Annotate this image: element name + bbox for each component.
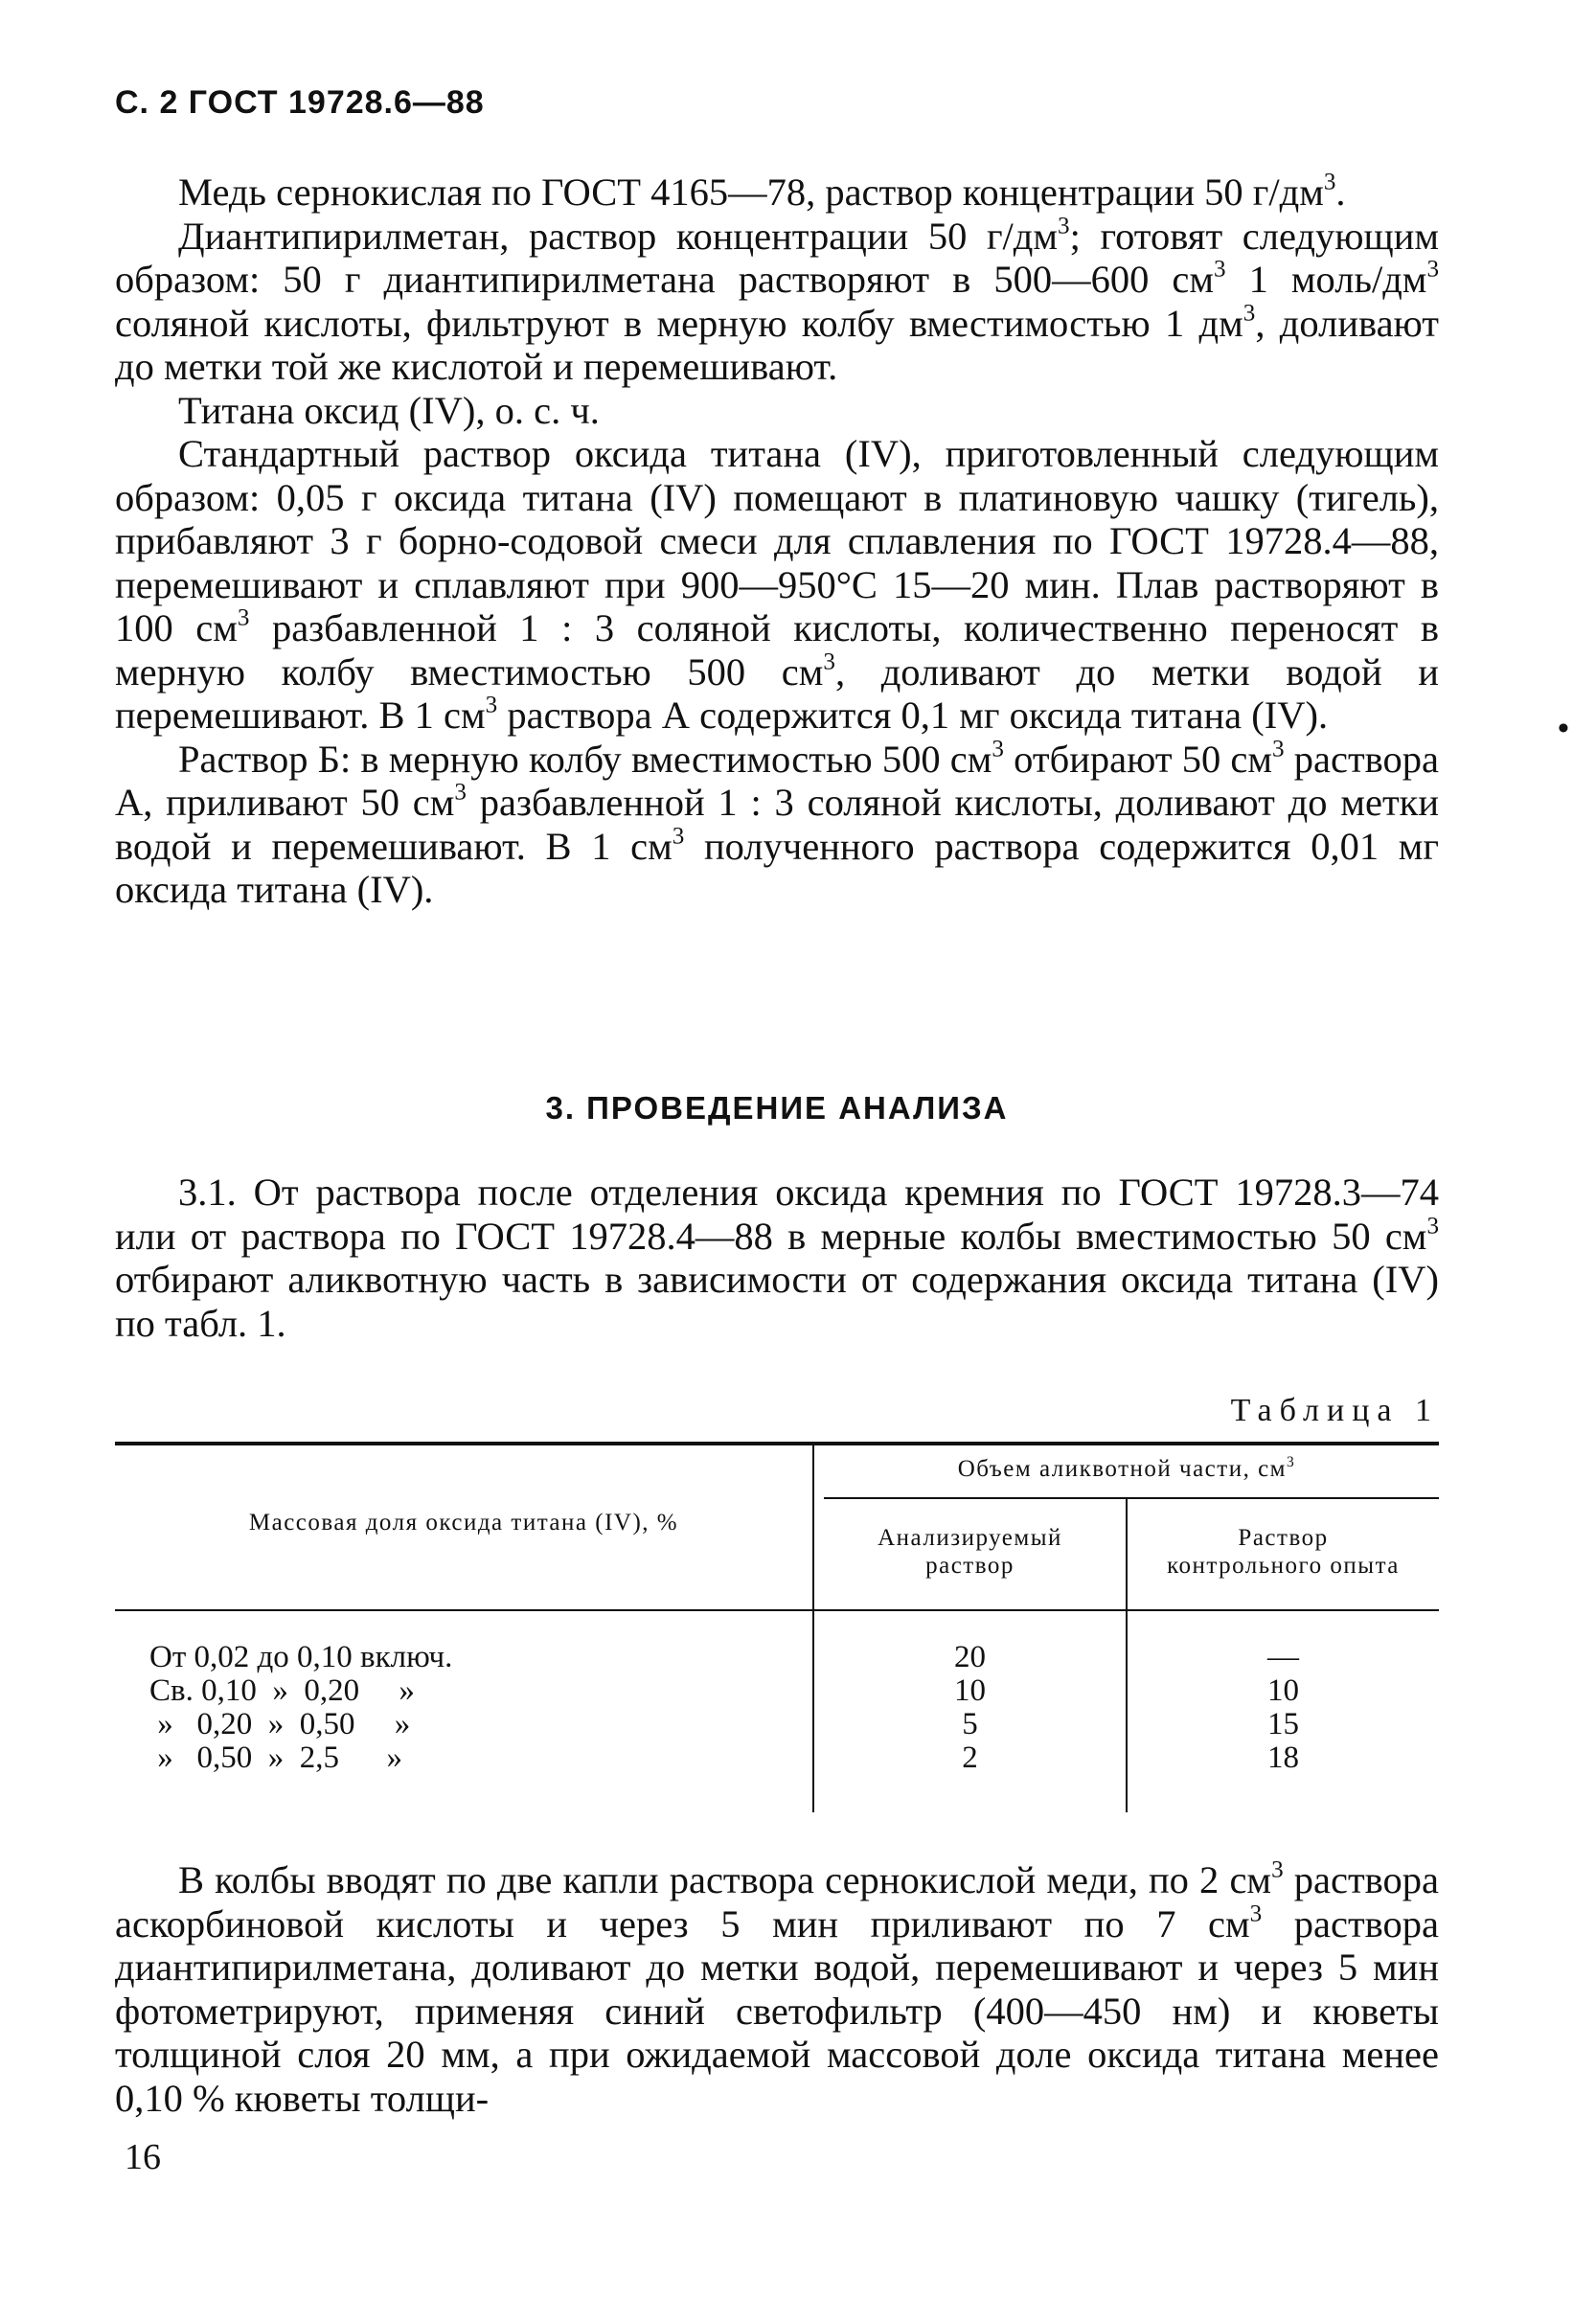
table-1 bbox=[115, 1442, 1439, 1815]
section-3-1 bbox=[115, 1171, 1439, 1345]
cell-range: » 0,50 » 2,5 » bbox=[149, 1741, 402, 1775]
paragraph-photometry: В колбы вводят по две капли раствора сернокислой меди, по 2 $см^3$ раствора аскорбиновой кислоты и через 5 мин приливают по 7 $см^3$ раствора диантипирилметана, доливают до метки водой, перемешивают и через 5 мин фотометрируют, применяя синий светофильтр (400—450 нм) и кюветы толщиной слоя 20 мм, а при ожидаемой массовой доле оксида титана менее 0,10 % кюветы толщи- bbox=[115, 1856, 1439, 2120]
table-row bbox=[115, 1741, 1439, 1775]
cell-control: — bbox=[1267, 1640, 1299, 1674]
section-title: 3. ПРОВЕДЕНИЕ АНАЛИЗА bbox=[545, 1090, 1009, 1126]
table-group-rule bbox=[824, 1497, 1439, 1499]
cell-control: 18 bbox=[1267, 1741, 1299, 1775]
page-header: С. 2 ГОСТ 19728.6—88 bbox=[115, 84, 485, 121]
margin-mark: • bbox=[1558, 711, 1569, 746]
closing-block bbox=[115, 1858, 1439, 2120]
cell-analyzed: 5 bbox=[962, 1707, 978, 1741]
reagent-solution-b: Раствор Б: в мерную колбу вместимостью 500 $см^3$ отбирают 50 $см^3$ раствора А, приливают 50 $см^3$ разбавленной 1 : 3 соляной кислоты, доливают до метки водой и перемешивают. В 1 $см^3$ полученного раствора содержится 0,01 мг оксида титана (IV). bbox=[115, 736, 1440, 911]
table-body bbox=[115, 1641, 1439, 1775]
table-caption: Таблица 1 bbox=[1230, 1393, 1439, 1428]
reagent-diantipyrylmethane: Диантипирилметан, раствор концентрации 50 $г/дм^3$; готовят следующим образом: 50 г диантипирилметана растворяют в 500—600 $см^3$ 1 моль/$дм^3$ соляной кислоты, фильтруют в мерную колбу вместимостью 1 $дм^3$, доливают до метки той же кислотой и перемешивают. bbox=[115, 213, 1439, 388]
table-header-rule bbox=[115, 1609, 1439, 1611]
reagent-titanium-oxide: Титана оксид (IV), о. с. ч. bbox=[178, 388, 600, 432]
cell-analyzed: 2 bbox=[962, 1741, 978, 1775]
table-row bbox=[115, 1674, 1439, 1708]
paragraph-3-1: 3.1. От раствора после отделения оксида кремния по ГОСТ 19728.3—74 или от раствора по ГОСТ 19728.4—88 в мерные колбы вместимостью 50 $см^3$ отбирают аликвотную часть в зависимости от содержания оксида титана (IV) по табл. 1. bbox=[115, 1171, 1439, 1345]
cell-range: » 0,20 » 0,50 » bbox=[149, 1707, 411, 1741]
cell-analyzed: 20 bbox=[954, 1640, 986, 1674]
column-header-control-solution: Раствор контрольного опыта bbox=[1167, 1525, 1400, 1579]
table-row bbox=[115, 1708, 1439, 1741]
column-group-header-aliquot-volume: Объем аликвотной части, $см^3$ bbox=[957, 1453, 1296, 1482]
column-header-analyzed-solution: Анализируемый раствор bbox=[878, 1525, 1062, 1579]
reagents-block bbox=[115, 171, 1439, 912]
reagent-standard-solution-a: Стандартный раствор оксида титана (IV), приготовленный следующим образом: 0,05 г оксида титана (IV) помещают в платиновую чашку (тигель), прибавляют 3 г борно-содовой смеси для сплавления по ГОСТ 19728.4—88, перемешивают и сплавляют при 900—950°С 15—20 мин. Плав растворяют в 100 $см^3$ разбавленной 1 : 3 соляной кислоты, количественно переносят в мерную колбу вместимостью 500 $см^3$, доливают до метки водой и перемешивают. В 1 $см^3$ раствора А содержится 0,1 мг оксида титана (IV). bbox=[115, 432, 1439, 737]
cell-control: 15 bbox=[1267, 1707, 1299, 1741]
table-row bbox=[115, 1641, 1439, 1674]
column-header-mass-fraction: Массовая доля оксида титана (IV), % bbox=[248, 1510, 679, 1536]
cell-range: Св. 0,10 » 0,20 » bbox=[149, 1673, 415, 1708]
reagent-copper-sulfate: Медь сернокислая по ГОСТ 4165—78, раствор концентрации 50 $г/дм^3$. bbox=[178, 169, 1346, 214]
table-top-rule bbox=[115, 1442, 1439, 1445]
page-number: 16 bbox=[125, 2137, 161, 2177]
cell-analyzed: 10 bbox=[954, 1673, 986, 1708]
cell-control: 10 bbox=[1267, 1673, 1299, 1708]
cell-range: От 0,02 до 0,10 включ. bbox=[149, 1640, 453, 1674]
